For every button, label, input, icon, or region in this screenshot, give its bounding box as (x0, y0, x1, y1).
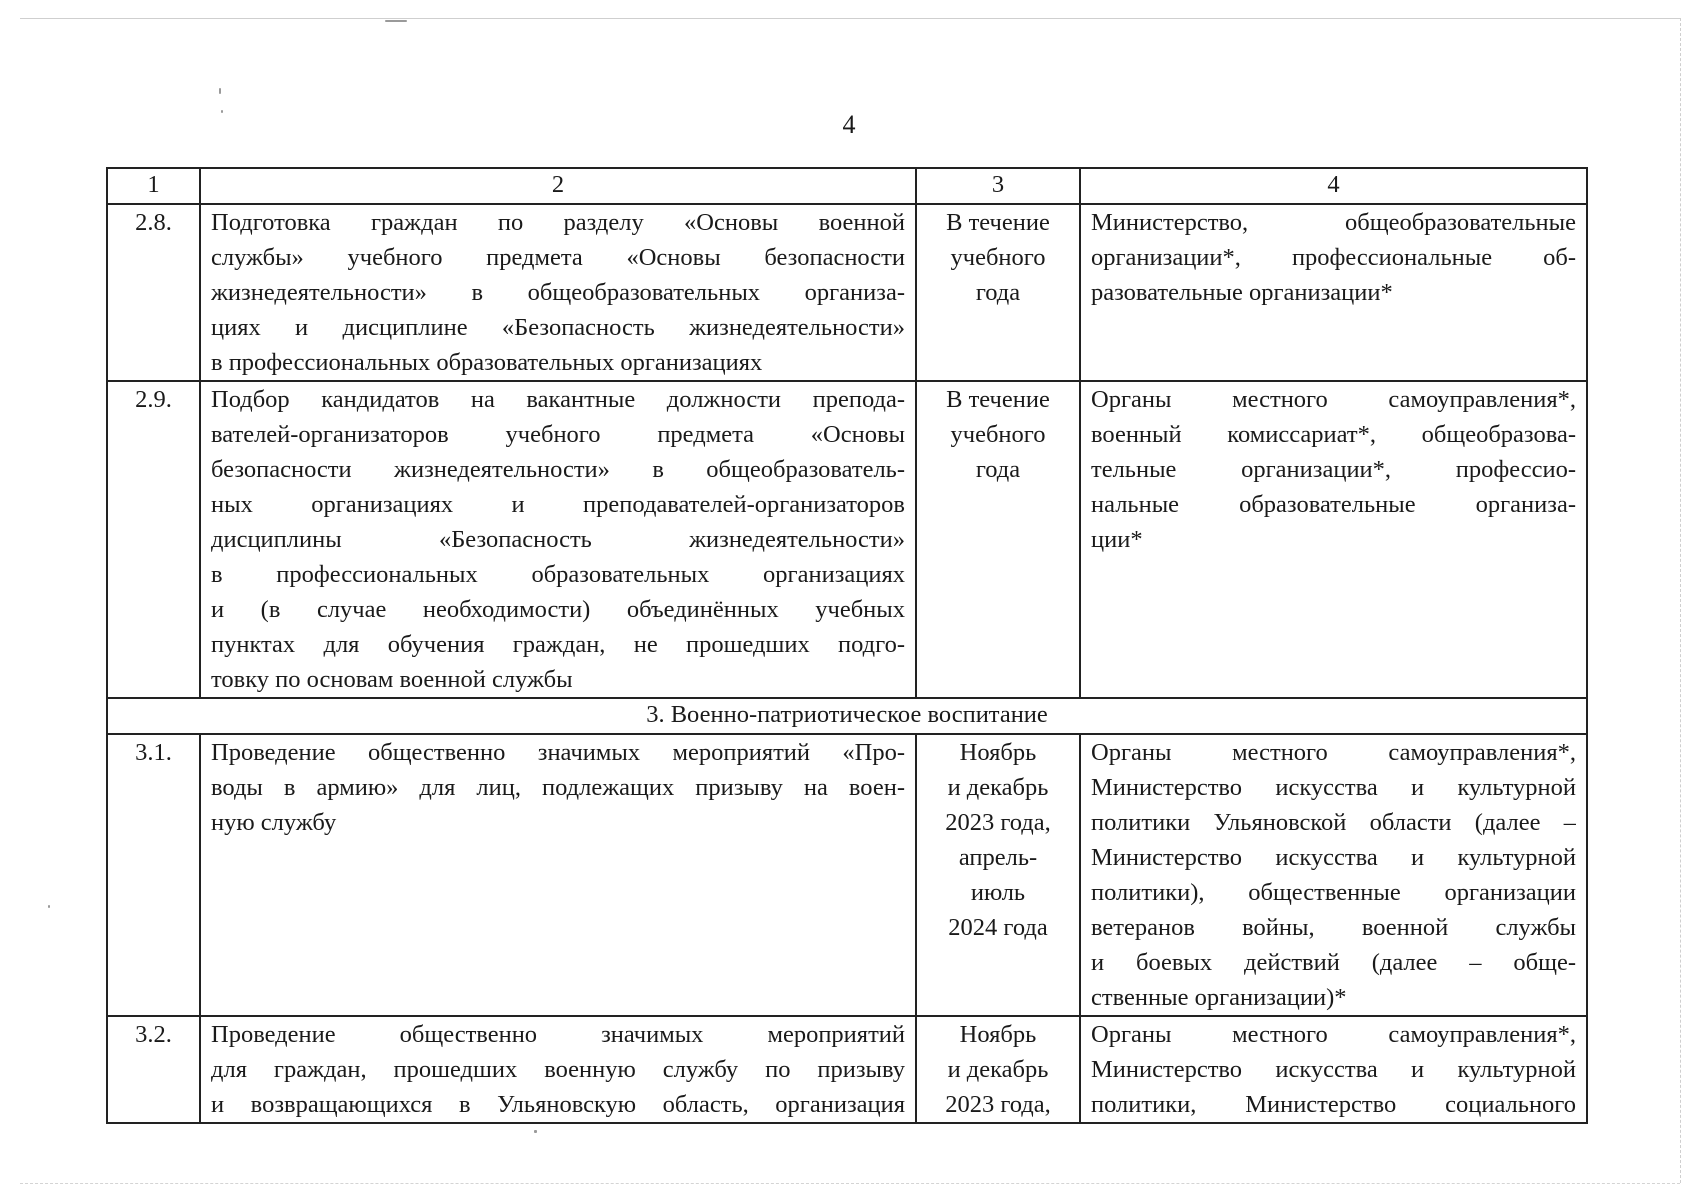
text-line: товку по основам военной службы (211, 666, 573, 693)
term-cell (916, 381, 1080, 698)
section-heading: 3. Военно-патриотическое воспитание (107, 698, 1587, 734)
term-cell (916, 734, 1080, 1016)
text-line: политики), общественные организации (1091, 879, 1576, 906)
page-number: 4 (842, 110, 856, 139)
text-line: и декабрь (947, 1056, 1049, 1083)
plan-table (106, 167, 1588, 1124)
row-number: 3.2. (107, 1016, 200, 1123)
text-line: службы» учебного предмета «Основы безопасности (211, 244, 905, 271)
executors-cell (1080, 204, 1587, 381)
text-line: ственные организации)* (1091, 984, 1347, 1011)
text-line: и возвращающихся в Ульяновскую область, организация (211, 1091, 905, 1118)
column-header: 3 (916, 168, 1080, 204)
executors-cell (1080, 734, 1587, 1016)
text-line: дисциплины «Безопасность жизнедеятельности» (211, 526, 905, 553)
text-line: Органы местного самоуправления*, (1091, 1021, 1576, 1048)
text-line: В течение (946, 209, 1050, 236)
text-line: Органы местного самоуправления*, (1091, 386, 1576, 413)
text-line: года (975, 279, 1021, 306)
text-line: разовательные организации* (1091, 279, 1393, 306)
text-line: безопасности жизнедеятельности» в общеобразователь- (211, 456, 905, 483)
text-line: Ноябрь (959, 739, 1037, 766)
text-line: ную службу (211, 809, 337, 836)
column-header: 4 (1080, 168, 1587, 204)
row-number: 2.8. (107, 204, 200, 381)
text-line: ции* (1091, 526, 1143, 553)
text-line: организации*, профессиональные об- (1091, 244, 1576, 271)
text-line: военный комиссариат*, общеобразова- (1091, 421, 1576, 448)
text-line: Министерство искусства и культурной (1091, 844, 1576, 871)
text-line: Подготовка граждан по разделу «Основы военной (211, 209, 905, 236)
scan-speck (385, 20, 407, 22)
table-row (107, 381, 1587, 698)
scan-speck (534, 1130, 537, 1133)
text-line: вателей-организаторов учебного предмета «Основы (211, 421, 905, 448)
scan-speck (219, 88, 221, 94)
text-line: Ноябрь (959, 1021, 1037, 1048)
text-line: 2023 года, (945, 809, 1051, 836)
text-line: Подбор кандидатов на вакантные должности препода- (211, 386, 905, 413)
text-line: тельные организации*, профессио- (1091, 456, 1576, 483)
text-line: в профессиональных образовательных организациях (211, 561, 905, 588)
activity-cell (200, 1016, 916, 1123)
text-line: циях и дисциплине «Безопасность жизнедеятельности» (211, 314, 905, 341)
scan-speck (48, 905, 50, 908)
text-line: Министерство искусства и культурной (1091, 774, 1576, 801)
text-line: ных организациях и преподавателей-организаторов (211, 491, 905, 518)
page-edge-bottom (20, 1183, 1680, 1184)
text-line: нальные образовательные организа- (1091, 491, 1576, 518)
text-line: 2024 года (948, 914, 1048, 941)
row-number: 3.1. (107, 734, 200, 1016)
term-cell (916, 1016, 1080, 1123)
activity-cell (200, 381, 916, 698)
table-row (107, 204, 1587, 381)
executors-cell (1080, 381, 1587, 698)
text-line: Проведение общественно значимых мероприятий (211, 1021, 905, 1048)
table-row (107, 734, 1587, 1016)
text-line: для граждан, прошедших военную службу по призыву (211, 1056, 905, 1083)
text-line: и декабрь (947, 774, 1049, 801)
text-line: ветеранов войны, военной службы (1091, 914, 1576, 941)
text-line: учебного (950, 244, 1046, 271)
column-header: 1 (107, 168, 200, 204)
section-row (107, 698, 1587, 734)
text-line: политики Ульяновской области (далее – (1091, 809, 1576, 836)
text-line: В течение (946, 386, 1050, 413)
text-line: Министерство искусства и культурной (1091, 1056, 1576, 1083)
activity-cell (200, 204, 916, 381)
text-line: учебного (950, 421, 1046, 448)
text-line: в профессиональных образовательных организациях (211, 349, 763, 376)
page-edge-right (1680, 18, 1681, 1183)
text-line: июль (970, 879, 1026, 906)
activity-cell (200, 734, 916, 1016)
page-edge-top (20, 18, 1680, 19)
executors-cell (1080, 1016, 1587, 1123)
row-number: 2.9. (107, 381, 200, 698)
table-header-row (107, 168, 1587, 204)
column-header: 2 (200, 168, 916, 204)
text-line: Проведение общественно значимых мероприятий «Про- (211, 739, 905, 766)
text-line: Органы местного самоуправления*, (1091, 739, 1576, 766)
text-line: политики, Министерство социального (1091, 1091, 1576, 1118)
text-line: и боевых действий (далее – обще- (1091, 949, 1576, 976)
text-line: Министерство, общеобразовательные (1091, 209, 1576, 236)
text-line: воды в армию» для лиц, подлежащих призыву на воен- (211, 774, 905, 801)
text-line: 2023 года, (945, 1091, 1051, 1118)
text-line: и (в случае необходимости) объединённых учебных (211, 596, 905, 623)
text-line: жизнедеятельности» в общеобразовательных организа- (211, 279, 905, 306)
text-line: года (975, 456, 1021, 483)
text-line: пунктах для обучения граждан, не прошедших подго- (211, 631, 905, 658)
term-cell (916, 204, 1080, 381)
text-line: апрель- (958, 844, 1038, 871)
table-row (107, 1016, 1587, 1123)
